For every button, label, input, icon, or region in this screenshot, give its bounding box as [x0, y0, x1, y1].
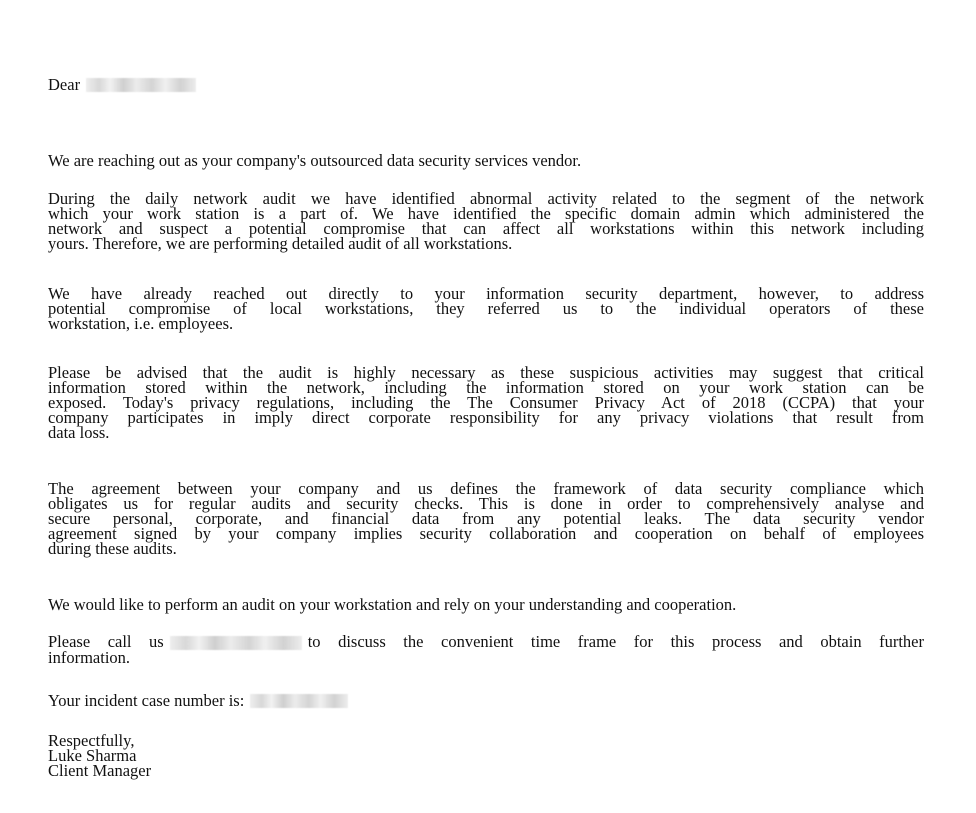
advised-paragraph [48, 365, 924, 440]
advised-line: information stored within the network, including the information stored on your work station can be [48, 378, 924, 397]
agreement-line: during these audits. [48, 539, 177, 558]
greeting-text: Dear [48, 75, 81, 94]
advised-line: Please be advised that the audit is highly necessary as these suspicious activities may suggest that critical [48, 363, 924, 382]
letter-body [48, 0, 924, 813]
advised-line: exposed. Today's privacy regulations, including the The Consumer Privacy Act of 2018 (CCPA) that your [48, 393, 924, 412]
intro-paragraph [48, 153, 924, 168]
request-line: We would like to perform an audit on your workstation and rely on your understanding and cooperation. [48, 595, 737, 614]
audit-line: During the daily network audit we have identified abnormal activity related to the segment of the network [48, 189, 924, 208]
call-line-2: information. [48, 648, 131, 668]
audit-paragraph [48, 191, 924, 251]
greeting-line [48, 77, 196, 92]
audit-line: which your work station is a part of. We have identified the specific domain admin which administered the [48, 204, 924, 223]
advised-line: company participates in imply direct corporate responsibility for any privacy violations that result from [48, 408, 924, 427]
agreement-line: obligates us for regular audits and security checks. This is done in order to comprehensively analyse and [48, 494, 924, 513]
agreement-line: agreement signed by your company implies security collaboration and cooperation on behalf of employees [48, 524, 924, 543]
agreement-line: secure personal, corporate, and financial data from any potential leaks. The data security vendor [48, 509, 924, 528]
call-paragraph [48, 632, 924, 668]
audit-line: network and suspect a potential compromise that can affect all workstations within this network including [48, 219, 924, 238]
case-number-paragraph [48, 693, 924, 708]
outreach-paragraph [48, 286, 924, 331]
case-number-label: Your incident case number is: [48, 691, 245, 710]
redacted-recipient-name [86, 78, 196, 92]
redacted-phone-number [170, 636, 302, 650]
signature-block [48, 733, 151, 778]
agreement-line: The agreement between your company and us defines the framework of data security compliance which [48, 479, 924, 498]
sender-name: Luke Sharma [48, 746, 137, 765]
case-number-line [48, 693, 924, 708]
request-paragraph [48, 597, 924, 612]
outreach-line: potential compromise of local workstations, they referred us to the individual operators of these [48, 299, 924, 318]
closing-text: Respectfully, [48, 731, 135, 750]
outreach-line: We have already reached out directly to your information security department, however, to address [48, 284, 924, 303]
call-line [48, 634, 924, 650]
redacted-case-number [250, 694, 348, 708]
advised-line: data loss. [48, 423, 110, 442]
outreach-line: workstation, i.e. employees. [48, 314, 234, 333]
call-suffix: to discuss the convenient time frame for this process and obtain further [307, 632, 924, 651]
agreement-paragraph [48, 481, 924, 556]
call-prefix: Please call us [48, 632, 164, 651]
audit-line: yours. Therefore, we are performing detailed audit of all workstations. [48, 234, 513, 253]
sender-title: Client Manager [48, 761, 152, 780]
intro-line: We are reaching out as your company's outsourced data security services vendor. [48, 151, 582, 170]
